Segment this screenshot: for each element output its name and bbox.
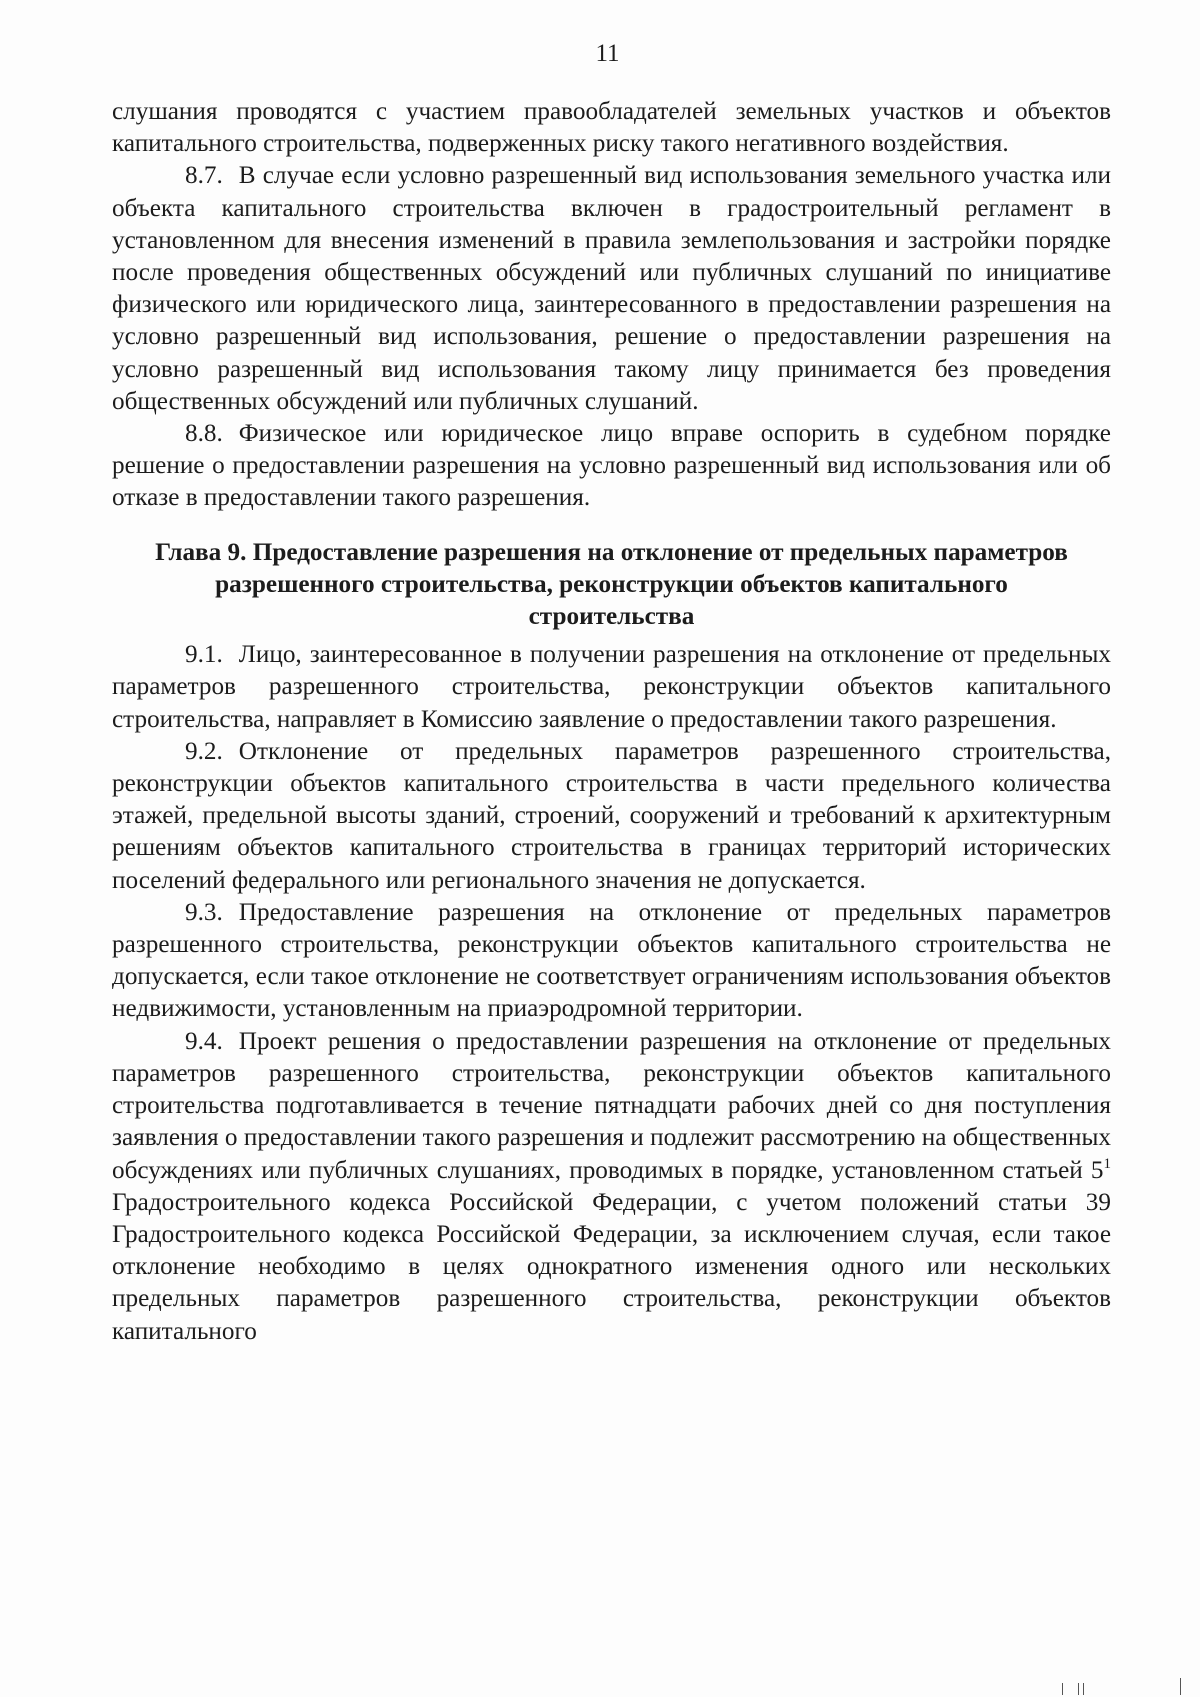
paragraph-8-7 xyxy=(112,160,1111,418)
paragraph-text-end: Градостроительного кодекса Российской Федерации, с учетом положений статьи 39 Градостроительного кодекса Российской Федерации, за исключением случая, если такое отклонение необходимо в целях однократного изменения одного или нескольких предельных параметров разрешенного строительства, реконструкции объектов капитального xyxy=(112,1188,1111,1345)
scan-artifact-mark xyxy=(1180,1678,1181,1695)
paragraph-9-1 xyxy=(112,639,1111,736)
scan-artifact-mark xyxy=(1062,1683,1063,1695)
paragraph-number: 8.7. xyxy=(185,162,223,190)
document-body xyxy=(112,96,1111,1348)
paragraph-9-3 xyxy=(112,897,1111,1026)
paragraph-text: В случае если условно разрешенный вид использования земельного участка или объекта капитального строительства включен в градостроительный регламент в установленном для внесения изменений в правила землепользования и застройки порядке после проведения общественных обсуждений или публичных слушаний по инициативе физического или юридического лица, заинтересованного в предоставлении разрешения на условно разрешенный вид использования, решение о предоставлении разрешения на условно разрешенный вид использования такому лицу принимается без проведения общественных обсуждений или публичных слушаний. xyxy=(112,162,1111,415)
paragraph-text-start: Проект решения о предоставлении разрешения на отклонение от предельных параметров разрешенного строительства, реконструкции объектов капитального строительства подготавливается в течение пятнадцати рабочих дней со дня поступления заявления о предоставлении такого разрешения и подлежит рассмотрению на общественных обсуждениях или публичных слушаниях, проводимых в порядке, установленном статьей 5 xyxy=(112,1027,1111,1184)
page-number: 11 xyxy=(595,40,620,67)
paragraph-text: Лицо, заинтересованное в получении разрешения на отклонение от предельных параметров разрешенного строительства, реконструкции объектов капитального строительства, направляет в Комиссию заявление о предоставлении такого разрешения. xyxy=(112,641,1111,733)
paragraph-9-2 xyxy=(112,736,1111,897)
paragraph-number: 9.4. xyxy=(185,1027,223,1055)
scan-artifact-mark xyxy=(1078,1683,1079,1695)
scan-artifact-mark xyxy=(1083,1683,1084,1695)
paragraph-number: 9.2. xyxy=(185,737,223,765)
paragraph-text: Отклонение от предельных параметров разрешенного строительства, реконструкции объектов капитального строительства в части предельного количества этажей, предельной высоты зданий, строений, сооружений и требований к архитектурным решениям объектов капитального строительства в границах территорий исторических поселений федерального или регионального значения не допускается. xyxy=(112,737,1111,894)
paragraph-number: 8.8. xyxy=(185,420,223,448)
paragraph-text: Предоставление разрешения на отклонение от предельных параметров разрешенного строительства, реконструкции объектов капитального строительства не допускается, если такое отклонение не соответствует ограничениям использования объектов недвижимости, установленным на приаэродромной территории. xyxy=(112,898,1111,1023)
superscript-index: 1 xyxy=(1103,1155,1111,1172)
paragraph-number: 9.1. xyxy=(185,641,223,669)
chapter-heading: Глава 9. Предоставление разрешения на отклонение от предельных параметров разрешенного строительства, реконструкции объектов капитального строительства xyxy=(155,538,1068,631)
paragraph-number: 9.3. xyxy=(185,898,223,926)
paragraph-text: Физическое или юридическое лицо вправе оспорить в судебном порядке решение о предоставлении разрешения на условно разрешенный вид использования или об отказе в предоставлении такого разрешения. xyxy=(112,420,1111,512)
paragraph-8-8 xyxy=(112,418,1111,515)
paragraph-9-4 xyxy=(112,1026,1111,1348)
continued-paragraph: слушания проводятся с участием правообладателей земельных участков и объектов капитального строительства, подверженных риску такого негативного воздействия. xyxy=(112,98,1111,158)
